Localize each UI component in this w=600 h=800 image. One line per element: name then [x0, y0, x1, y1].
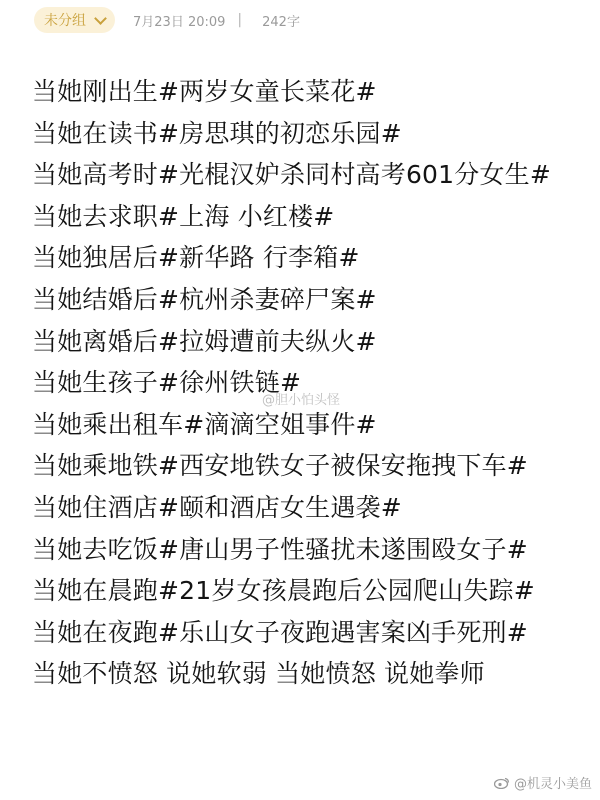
note-line: 当她不愤怒 说她软弱 当她愤怒 说她拳师 — [32, 659, 485, 689]
note-line: 当她结婚后#杭州杀妻碎尸案# — [32, 284, 377, 314]
chevron-down-icon — [94, 12, 107, 25]
note-line: 当她去吃饭#唐山男子性骚扰未遂围殴女子# — [32, 534, 528, 564]
note-line: 当她生孩子#徐州铁链# — [32, 368, 302, 398]
watermark-center: @胆小怕头怪 — [262, 393, 341, 408]
note-line: 当她独居后#新华路 行李箱# — [32, 243, 360, 273]
note-line: 当她刚出生#两岁女童长菜花# — [32, 77, 377, 106]
meta-separator: | — [237, 12, 243, 28]
word-count: 242字 — [262, 14, 300, 30]
note-line: 当她乘地铁#西安地铁女子被保安拖拽下车# — [32, 451, 528, 481]
note-line: 当她住酒店#颐和酒店女生遇袭# — [32, 492, 402, 522]
note-line: 当她在晨跑#21岁女孩晨跑后公园爬山失踪# — [32, 576, 535, 606]
note-line: 当她在夜跑#乐山女子夜跑遇害案凶手死刑# — [32, 617, 528, 647]
note-line: 当她高考时#光棍汉妒杀同村高考601分女生# — [32, 160, 552, 190]
watermark-bottom-text: @机灵小美鱼 — [513, 777, 592, 792]
group-label: 未分组 — [44, 13, 86, 29]
note-line: 当她乘出租车#滴滴空姐事件# — [32, 409, 377, 439]
note-line: 当她在读书#房思琪的初恋乐园# — [32, 118, 402, 148]
note-meta-bar — [34, 6, 300, 34]
note-datetime: 7月23日 20:09 — [133, 14, 226, 30]
note-line: 当她离婚后#拉姆遭前夫纵火# — [32, 326, 377, 356]
group-selector-button[interactable] — [34, 7, 115, 33]
note-line: 当她去求职#上海 小红楼# — [32, 201, 335, 231]
note-body[interactable] — [32, 71, 592, 695]
weibo-logo-icon — [494, 777, 510, 789]
watermark-bottom — [494, 773, 592, 792]
